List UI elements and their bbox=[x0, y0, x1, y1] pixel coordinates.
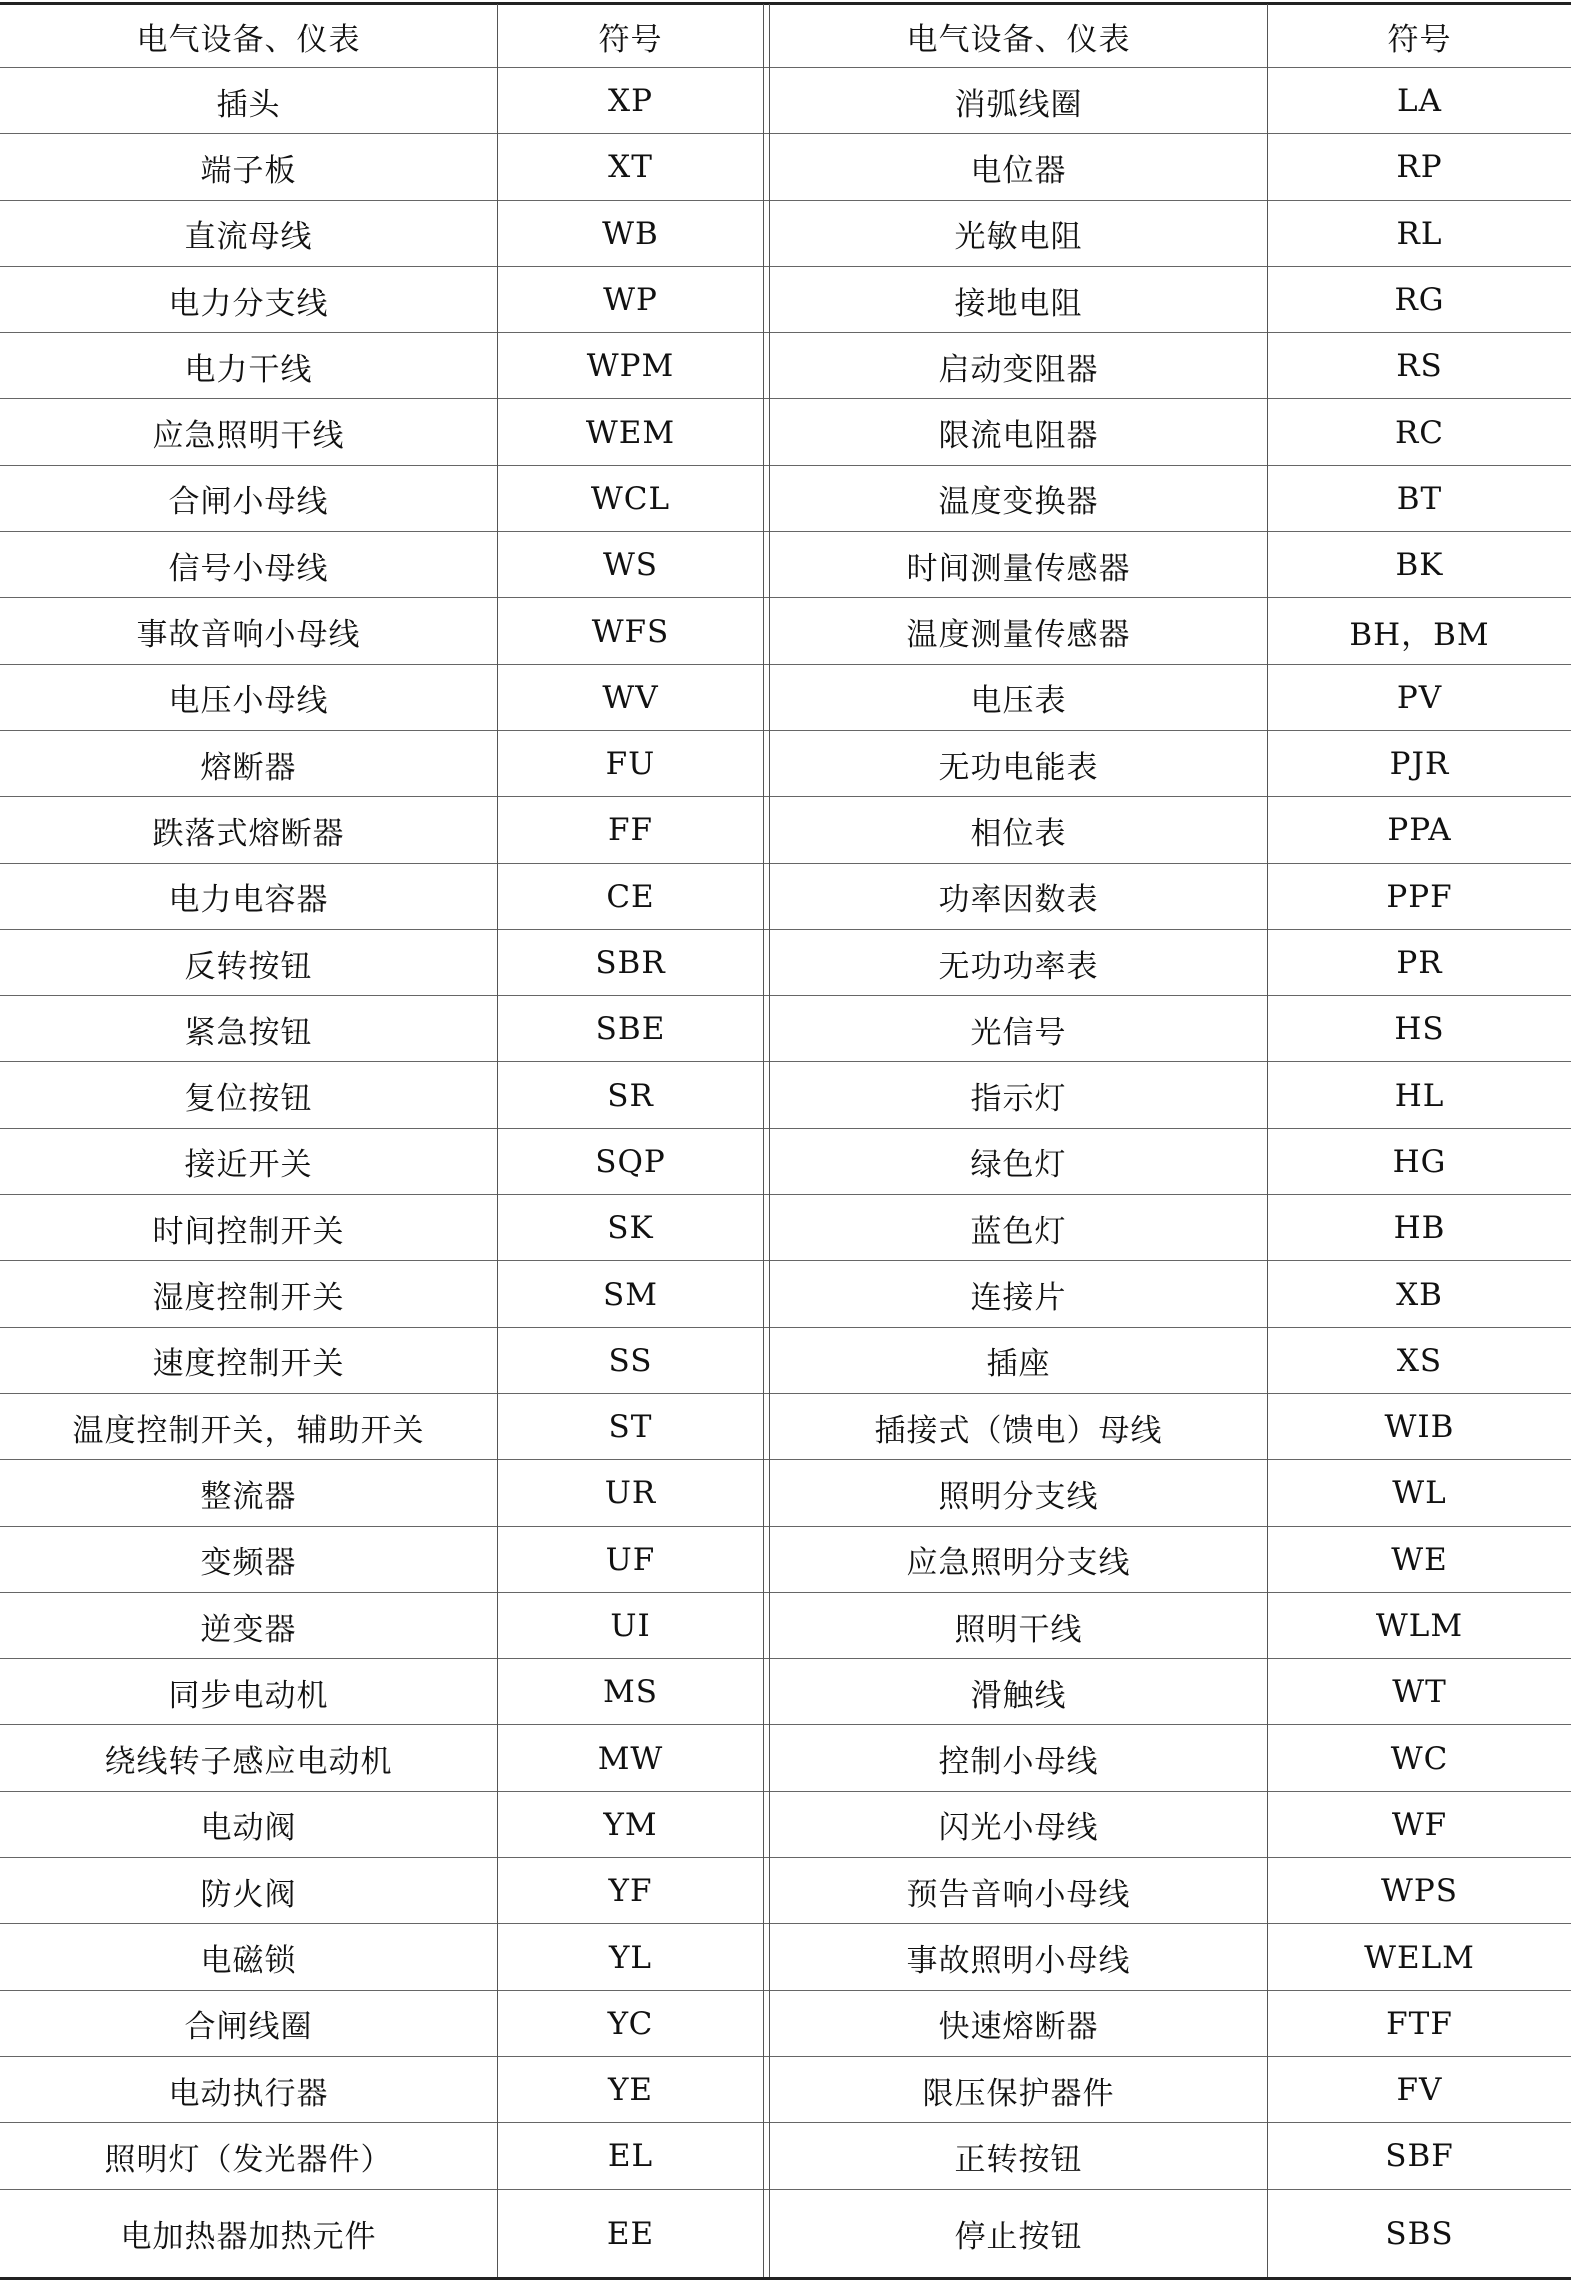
table-row bbox=[0, 201, 1571, 267]
table-row bbox=[0, 864, 1571, 930]
right-device-name: 无功电能表 bbox=[938, 749, 1099, 786]
right-device-name: 事故照明小母线 bbox=[906, 1943, 1131, 1980]
left-symbol: MW bbox=[597, 1740, 664, 1777]
left-symbol: SR bbox=[607, 1077, 654, 1114]
right-symbol: BK bbox=[1395, 547, 1444, 584]
left-symbol: WEM bbox=[585, 414, 676, 451]
left-device-name: 时间控制开关 bbox=[152, 1213, 345, 1250]
right-symbol: PV bbox=[1396, 679, 1443, 716]
right-symbol: HG bbox=[1392, 1143, 1447, 1180]
table-row bbox=[0, 2190, 1571, 2278]
right-device-name: 功率因数表 bbox=[938, 882, 1099, 919]
left-device-name: 电力干线 bbox=[184, 351, 313, 388]
left-symbol: SS bbox=[608, 1342, 653, 1379]
table-row bbox=[0, 1858, 1571, 1924]
right-symbol: BH，BM bbox=[1349, 617, 1490, 654]
right-device-name: 无功功率表 bbox=[938, 948, 1099, 985]
table-header-row bbox=[0, 5, 1571, 68]
table-row bbox=[0, 1726, 1571, 1792]
right-symbol: PR bbox=[1396, 945, 1443, 982]
left-device-name: 接近开关 bbox=[184, 1147, 313, 1184]
right-symbol: RC bbox=[1394, 414, 1445, 451]
right-symbol: RP bbox=[1396, 149, 1443, 186]
right-device-name: 电位器 bbox=[970, 152, 1067, 189]
table-row bbox=[0, 1924, 1571, 1990]
right-symbol: WL bbox=[1392, 1475, 1447, 1512]
left-symbol: SBR bbox=[595, 945, 666, 982]
right-symbol: HS bbox=[1394, 1011, 1445, 1048]
right-device-name: 正转按钮 bbox=[954, 2141, 1083, 2178]
left-device-name: 电磁锁 bbox=[200, 1943, 297, 1980]
table-row bbox=[0, 1328, 1571, 1394]
right-device-name: 控制小母线 bbox=[938, 1744, 1099, 1781]
right-symbol: SBS bbox=[1385, 2215, 1454, 2252]
left-symbol: EL bbox=[607, 2138, 654, 2175]
left-symbol: SK bbox=[607, 1210, 654, 1247]
right-symbol: WLM bbox=[1375, 1608, 1464, 1645]
left-device-name: 电动执行器 bbox=[168, 2075, 329, 2112]
header-right-symbol: 符号 bbox=[1387, 22, 1452, 58]
right-device-name: 照明干线 bbox=[954, 1611, 1083, 1648]
right-symbol: WF bbox=[1391, 1806, 1448, 1843]
left-device-name: 跌落式熔断器 bbox=[152, 815, 345, 852]
left-device-name: 直流母线 bbox=[184, 219, 313, 256]
left-device-name: 湿度控制开关 bbox=[152, 1280, 345, 1317]
right-device-name: 预告音响小母线 bbox=[906, 1876, 1131, 1913]
left-device-name: 照明灯（发光器件） bbox=[104, 2141, 393, 2178]
right-device-name: 插座 bbox=[986, 1346, 1051, 1383]
table-row bbox=[0, 996, 1571, 1062]
left-device-name: 电压小母线 bbox=[168, 683, 329, 720]
header-right-name: 电气设备、仪表 bbox=[906, 22, 1131, 58]
left-device-name: 整流器 bbox=[200, 1478, 297, 1515]
table-row bbox=[0, 1659, 1571, 1725]
right-device-name: 滑触线 bbox=[970, 1677, 1067, 1714]
right-symbol: FTF bbox=[1386, 2005, 1453, 2042]
left-device-name: 紧急按钮 bbox=[184, 1014, 313, 1051]
left-symbol: UF bbox=[605, 1541, 656, 1578]
left-symbol: FF bbox=[607, 812, 654, 849]
left-symbol: FU bbox=[605, 746, 656, 783]
right-device-name: 相位表 bbox=[970, 815, 1067, 852]
right-device-name: 指示灯 bbox=[970, 1081, 1067, 1118]
left-device-name: 温度控制开关，辅助开关 bbox=[72, 1412, 425, 1449]
right-device-name: 电压表 bbox=[970, 683, 1067, 720]
right-device-name: 启动变阻器 bbox=[938, 351, 1099, 388]
left-device-name: 同步电动机 bbox=[168, 1677, 329, 1714]
right-symbol: BT bbox=[1396, 480, 1443, 517]
left-symbol: WFS bbox=[591, 613, 670, 650]
left-symbol: CE bbox=[606, 878, 655, 915]
table-row bbox=[0, 1527, 1571, 1593]
left-device-name: 绕线转子感应电动机 bbox=[104, 1744, 393, 1781]
right-device-name: 温度测量传感器 bbox=[906, 617, 1131, 654]
right-device-name: 消弧线圈 bbox=[954, 86, 1083, 123]
right-device-name: 绿色灯 bbox=[970, 1147, 1067, 1184]
left-device-name: 反转按钮 bbox=[184, 948, 313, 985]
right-symbol: WPS bbox=[1381, 1873, 1458, 1910]
right-device-name: 光信号 bbox=[970, 1014, 1067, 1051]
left-symbol: YM bbox=[603, 1806, 658, 1843]
table-row bbox=[0, 1063, 1571, 1129]
table-row bbox=[0, 532, 1571, 598]
table-row bbox=[0, 134, 1571, 200]
center-divider bbox=[763, 4, 764, 2278]
right-symbol: FV bbox=[1396, 2072, 1443, 2109]
table-row bbox=[0, 1129, 1571, 1195]
right-symbol: WELM bbox=[1364, 1939, 1475, 1976]
left-symbol: XP bbox=[608, 83, 653, 120]
left-device-name: 熔断器 bbox=[200, 749, 297, 786]
column-divider bbox=[1267, 4, 1268, 2278]
table-row bbox=[0, 598, 1571, 664]
header-left-name: 电气设备、仪表 bbox=[136, 22, 361, 58]
right-symbol: XB bbox=[1396, 1276, 1443, 1313]
left-symbol: ST bbox=[608, 1409, 653, 1446]
right-symbol: WE bbox=[1391, 1541, 1448, 1578]
table-row bbox=[0, 1792, 1571, 1858]
right-symbol: RS bbox=[1396, 348, 1443, 385]
left-device-name: 信号小母线 bbox=[168, 550, 329, 587]
left-symbol: UR bbox=[604, 1475, 657, 1512]
right-symbol: HB bbox=[1393, 1210, 1446, 1247]
right-device-name: 光敏电阻 bbox=[954, 219, 1083, 256]
right-symbol: RG bbox=[1394, 282, 1445, 319]
column-divider bbox=[497, 4, 498, 2278]
left-device-name: 逆变器 bbox=[200, 1611, 297, 1648]
left-symbol: MS bbox=[603, 1674, 658, 1711]
left-symbol: XT bbox=[608, 149, 653, 186]
right-device-name: 连接片 bbox=[970, 1280, 1067, 1317]
left-symbol: YF bbox=[608, 1873, 653, 1910]
left-symbol: SM bbox=[603, 1276, 658, 1313]
right-symbol: PPA bbox=[1387, 812, 1452, 849]
table-row bbox=[0, 930, 1571, 996]
left-symbol: WCL bbox=[590, 480, 671, 517]
table-row bbox=[0, 1991, 1571, 2057]
left-device-name: 应急照明干线 bbox=[152, 418, 345, 455]
left-device-name: 电力分支线 bbox=[168, 285, 329, 322]
left-device-name: 事故音响小母线 bbox=[136, 617, 361, 654]
table-row bbox=[0, 1593, 1571, 1659]
right-symbol: RL bbox=[1396, 215, 1443, 252]
left-symbol: WP bbox=[603, 282, 658, 319]
right-symbol: WIB bbox=[1384, 1409, 1455, 1446]
left-symbol: UI bbox=[610, 1608, 651, 1645]
right-symbol: SBF bbox=[1385, 2138, 1454, 2175]
right-device-name: 接地电阻 bbox=[954, 285, 1083, 322]
left-device-name: 插头 bbox=[216, 86, 281, 123]
left-device-name: 速度控制开关 bbox=[152, 1346, 345, 1383]
left-device-name: 电加热器加热元件 bbox=[120, 2219, 377, 2256]
table-row bbox=[0, 68, 1571, 134]
table-row bbox=[0, 665, 1571, 731]
left-symbol: WPM bbox=[586, 348, 675, 385]
table-bottom-rule bbox=[0, 2277, 1571, 2280]
right-symbol: WT bbox=[1392, 1674, 1447, 1711]
right-device-name: 温度变换器 bbox=[938, 484, 1099, 521]
center-divider bbox=[769, 4, 770, 2278]
left-symbol: YC bbox=[607, 2005, 654, 2042]
table-row bbox=[0, 1460, 1571, 1526]
left-device-name: 电力电容器 bbox=[168, 882, 329, 919]
left-symbol: WB bbox=[602, 215, 659, 252]
left-symbol: SBE bbox=[595, 1011, 666, 1048]
left-device-name: 端子板 bbox=[200, 152, 297, 189]
left-symbol: SQP bbox=[595, 1143, 666, 1180]
left-device-name: 变频器 bbox=[200, 1545, 297, 1582]
table-row bbox=[0, 731, 1571, 797]
table-row bbox=[0, 1394, 1571, 1460]
right-symbol: PPF bbox=[1386, 878, 1453, 915]
right-symbol: XS bbox=[1396, 1342, 1443, 1379]
table-row bbox=[0, 400, 1571, 466]
left-symbol: YL bbox=[608, 1939, 653, 1976]
table-row bbox=[0, 797, 1571, 863]
table-row bbox=[0, 333, 1571, 399]
left-symbol: EE bbox=[606, 2215, 655, 2252]
right-device-name: 停止按钮 bbox=[954, 2219, 1083, 2256]
table-row bbox=[0, 1261, 1571, 1327]
table-row bbox=[0, 2123, 1571, 2189]
left-symbol: WV bbox=[602, 679, 659, 716]
right-device-name: 快速熔断器 bbox=[938, 2009, 1099, 2046]
table-row bbox=[0, 466, 1571, 532]
right-device-name: 应急照明分支线 bbox=[906, 1545, 1131, 1582]
left-device-name: 防火阀 bbox=[200, 1876, 297, 1913]
left-device-name: 复位按钮 bbox=[184, 1081, 313, 1118]
right-device-name: 照明分支线 bbox=[938, 1478, 1099, 1515]
right-device-name: 时间测量传感器 bbox=[906, 550, 1131, 587]
right-device-name: 限压保护器件 bbox=[922, 2075, 1115, 2112]
right-symbol: HL bbox=[1394, 1077, 1445, 1114]
left-device-name: 电动阀 bbox=[200, 1810, 297, 1847]
right-symbol: PJR bbox=[1389, 746, 1450, 783]
left-device-name: 合闸线圈 bbox=[184, 2009, 313, 2046]
right-device-name: 插接式（馈电）母线 bbox=[874, 1412, 1163, 1449]
right-symbol: WC bbox=[1390, 1740, 1449, 1777]
table-row bbox=[0, 2057, 1571, 2123]
right-device-name: 蓝色灯 bbox=[970, 1213, 1067, 1250]
left-symbol: YE bbox=[607, 2072, 654, 2109]
table-row bbox=[0, 1195, 1571, 1261]
right-device-name: 限流电阻器 bbox=[938, 418, 1099, 455]
right-device-name: 闪光小母线 bbox=[938, 1810, 1099, 1847]
header-left-symbol: 符号 bbox=[598, 22, 663, 58]
table-row bbox=[0, 267, 1571, 333]
left-device-name: 合闸小母线 bbox=[168, 484, 329, 521]
left-symbol: WS bbox=[602, 547, 659, 584]
right-symbol: LA bbox=[1397, 83, 1442, 120]
